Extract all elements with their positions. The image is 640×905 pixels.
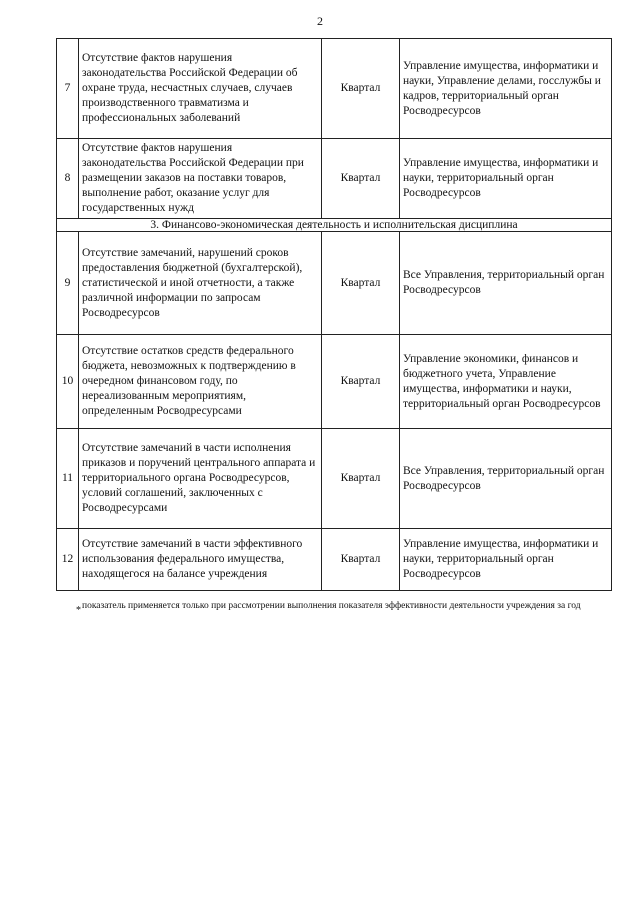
row-description: Отсутствие замечаний, нарушений сроков предоставления бюджетной (бухгалтерской), статистической и иной отчетности, а также различной информации по запросам Росводресурсов [79, 232, 322, 335]
table-row [57, 232, 612, 335]
row-responsible: Управление имущества, информатики и науки, территориальный орган Росводресурсов [400, 139, 612, 219]
footnote-text: показатель применяется только при рассмотрении выполнения показателя эффективности деятельности учреждения за год [82, 601, 581, 611]
table-row [57, 39, 612, 139]
row-period: Квартал [322, 232, 400, 335]
row-number: 9 [57, 232, 79, 335]
row-responsible: Управление имущества, информатики и науки, территориальный орган Росводресурсов [400, 529, 612, 591]
row-period: Квартал [322, 39, 400, 139]
row-description: Отсутствие замечаний в части исполнения приказов и поручений центрального аппарата и территориального органа Росводресурсов, условий соглашений, заключенных с Росводресурсами [79, 429, 322, 529]
row-number: 11 [57, 429, 79, 529]
row-number: 8 [57, 139, 79, 219]
row-period: Квартал [322, 429, 400, 529]
row-period: Квартал [322, 529, 400, 591]
row-description: Отсутствие фактов нарушения законодательства Российской Федерации об охране труда, несчастных случаев, случаев производственного травматизма и профессиональных заболеваний [79, 39, 322, 139]
row-responsible: Управление экономики, финансов и бюджетного учета, Управление имущества, информатики и науки, территориальный орган Росводресурсов [400, 335, 612, 429]
row-period: Квартал [322, 139, 400, 219]
row-number: 7 [57, 39, 79, 139]
table-row [57, 529, 612, 591]
indicators-table [56, 38, 612, 591]
page-number: 2 [317, 14, 323, 28]
row-description: Отсутствие остатков средств федерального бюджета, невозможных к подтверждению в очередном финансовом году, по нереализованным мероприятиям, определенным Росводресурсами [79, 335, 322, 429]
footnote-marker: * [76, 605, 81, 616]
row-number: 12 [57, 529, 79, 591]
row-period: Квартал [322, 335, 400, 429]
table-row [57, 429, 612, 529]
table-row [57, 335, 612, 429]
row-responsible: Управление имущества, информатики и науки, Управление делами, госслужбы и кадров, территориальный орган Росводресурсов [400, 39, 612, 139]
row-responsible: Все Управления, территориальный орган Росводресурсов [400, 232, 612, 335]
row-responsible: Все Управления, территориальный орган Росводресурсов [400, 429, 612, 529]
section-heading-row [57, 219, 612, 232]
section-heading: 3. Финансово-экономическая деятельность и исполнительская дисциплина [57, 219, 612, 232]
row-description: Отсутствие замечаний в части эффективного использования федерального имущества, находящегося на балансе учреждения [79, 529, 322, 591]
footnote [76, 598, 602, 616]
table-row [57, 139, 612, 219]
row-description: Отсутствие фактов нарушения законодательства Российской Федерации при размещении заказов на поставки товаров, выполнение работ, оказание услуг для государственных нужд [79, 139, 322, 219]
row-number: 10 [57, 335, 79, 429]
